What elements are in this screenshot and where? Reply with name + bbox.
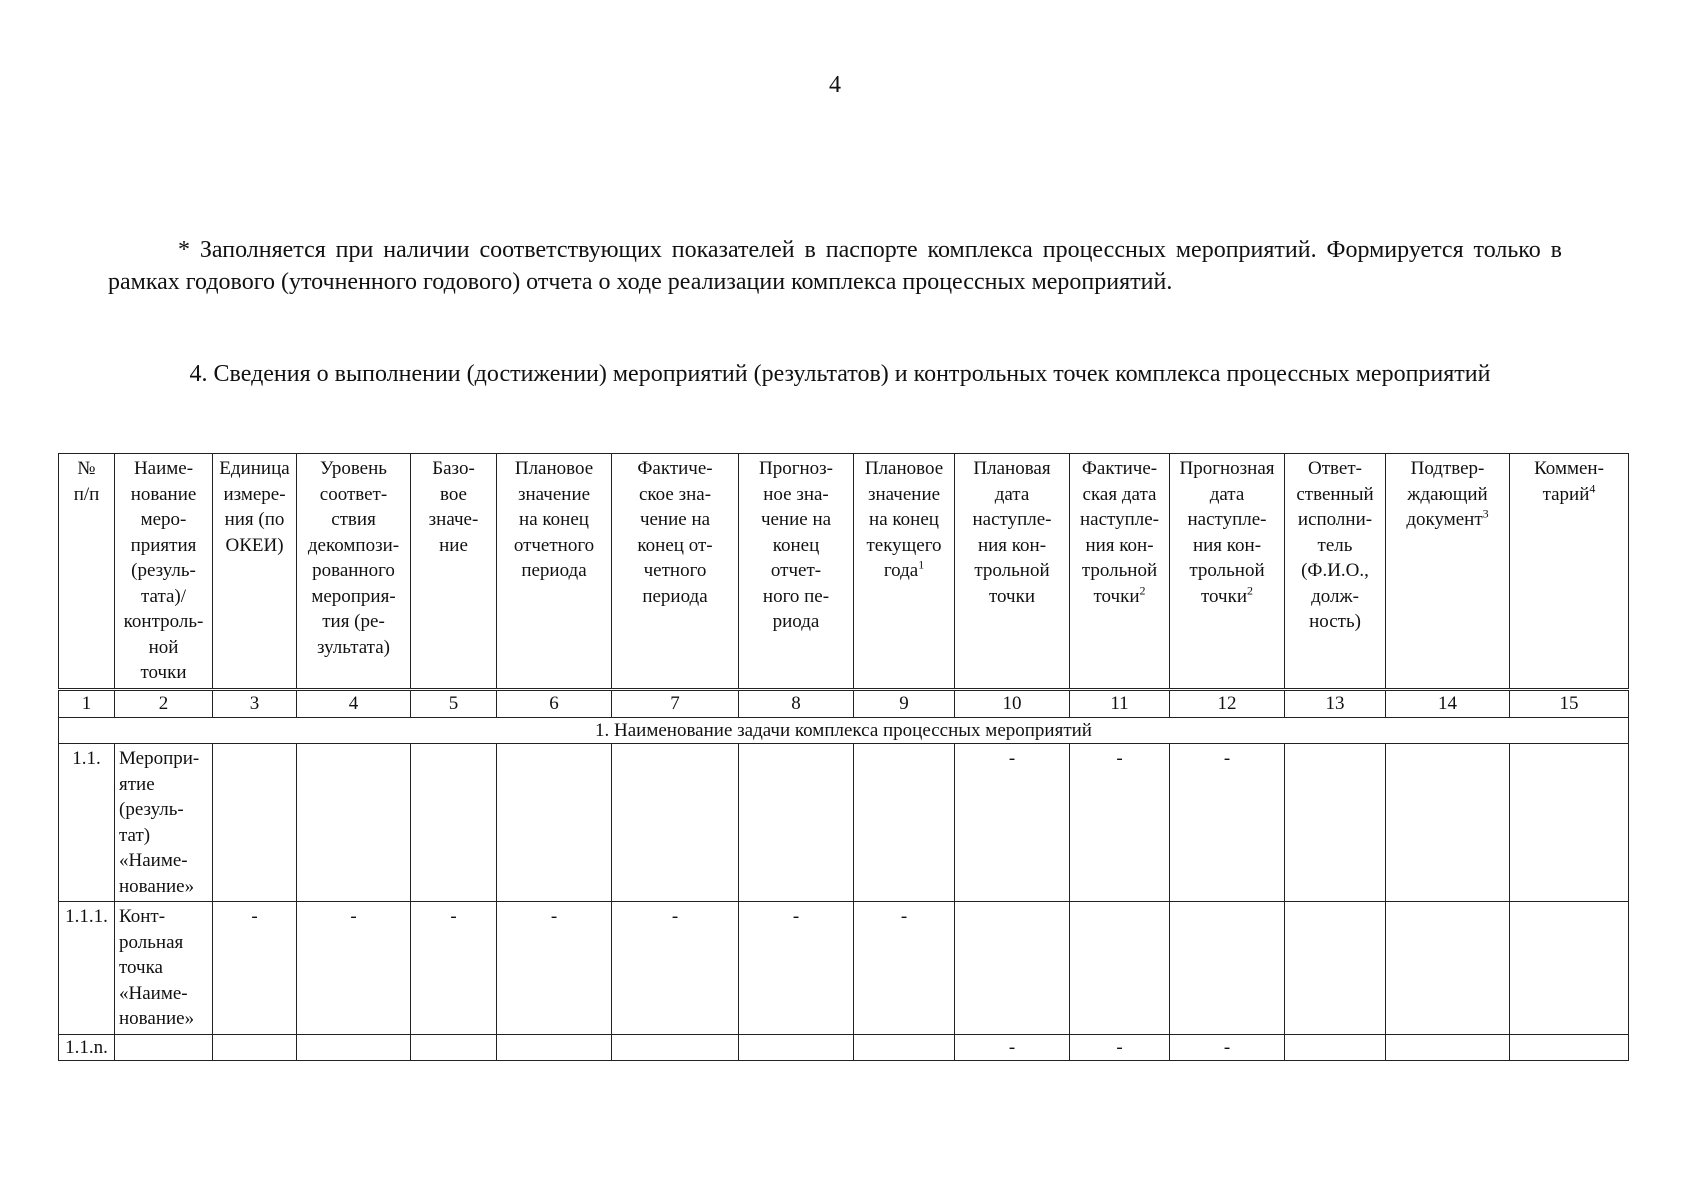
table-cell — [1510, 744, 1629, 902]
table-cell: 1.1. — [59, 744, 115, 902]
page-number: 4 — [829, 72, 841, 98]
table-cell — [1285, 1034, 1386, 1061]
table-cell — [497, 1034, 612, 1061]
column-number: 6 — [497, 690, 612, 718]
column-header: Плановое значение на конец отчетного периода — [497, 454, 612, 690]
table-cell: 1.1.n. — [59, 1034, 115, 1061]
table-cell: - — [854, 902, 955, 1035]
table-cell — [115, 1034, 213, 1061]
table-cell — [213, 744, 297, 902]
footnote-marker: 3 — [1482, 506, 1489, 521]
table-cell: - — [297, 902, 411, 1035]
table-cell — [1285, 744, 1386, 902]
table-cell: Меропри- ятие (резуль- тат) «Наиме- нование» — [115, 744, 213, 902]
table-cell: - — [213, 902, 297, 1035]
table-cell — [411, 744, 497, 902]
column-header: Ответ- ственный исполни- тель (Ф.И.О., долж- ность) — [1285, 454, 1386, 690]
footnote-marker: 4 — [1589, 481, 1596, 496]
column-header: Наиме- нование меро- приятия (резуль- тата)/ контроль- ной точки — [115, 454, 213, 690]
table-cell — [1386, 902, 1510, 1035]
column-header: Базо- вое значе- ние — [411, 454, 497, 690]
column-header: № п/п — [59, 454, 115, 690]
column-number: 8 — [739, 690, 854, 718]
header-row — [59, 454, 1629, 690]
column-number: 11 — [1070, 690, 1170, 718]
column-number: 4 — [297, 690, 411, 718]
table-cell: - — [1170, 1034, 1285, 1061]
column-number: 12 — [1170, 690, 1285, 718]
report-table — [58, 453, 1629, 1061]
column-header: Прогнозная дата наступле- ния кон- трольной точки$^2$ — [1170, 454, 1285, 690]
column-number-row — [59, 690, 1629, 718]
table-cell — [213, 1034, 297, 1061]
table-cell — [955, 902, 1070, 1035]
column-number: 2 — [115, 690, 213, 718]
table-cell — [297, 744, 411, 902]
column-header: Плановое значение на конец текущего года$^1$ — [854, 454, 955, 690]
table-cell — [1510, 902, 1629, 1035]
table-cell: - — [1070, 1034, 1170, 1061]
footnote-marker: 2 — [1247, 583, 1253, 598]
column-header: Прогноз- ное зна- чение на конец отчет- ного пе- риода — [739, 454, 854, 690]
footnote: * Заполняется при наличии соответствующих показателей в паспорте комплекса процессных мероприятий. Формируется только в рамках годового (уточненного годового) отчета о ходе реализации комплекса процессных мероприятий. — [108, 237, 1562, 295]
table-cell — [297, 1034, 411, 1061]
column-number: 5 — [411, 690, 497, 718]
column-number: 9 — [854, 690, 955, 718]
table-cell — [1170, 902, 1285, 1035]
table-row — [59, 902, 1629, 1035]
table-cell: - — [955, 744, 1070, 902]
table-cell — [854, 744, 955, 902]
footnote-marker: 1 — [918, 557, 925, 572]
table-cell — [411, 1034, 497, 1061]
table-cell — [854, 1034, 955, 1061]
footnote-marker: 2 — [1139, 583, 1146, 598]
table-cell: - — [411, 902, 497, 1035]
column-header: Фактиче- ская дата наступле- ния кон- трольной точки$^2$ — [1070, 454, 1170, 690]
table-cell: Конт- рольная точка «Наиме- нование» — [115, 902, 213, 1035]
column-number: 10 — [955, 690, 1070, 718]
table-row — [59, 744, 1629, 902]
column-number: 1 — [59, 690, 115, 718]
table-cell: - — [955, 1034, 1070, 1061]
table-cell — [739, 1034, 854, 1061]
column-header: Фактиче- ское зна- чение на конец от- четного периода — [612, 454, 739, 690]
table-cell — [739, 744, 854, 902]
column-header: Плановая дата наступле- ния кон- трольной точки — [955, 454, 1070, 690]
table-cell — [612, 744, 739, 902]
table-cell: - — [612, 902, 739, 1035]
table-cell — [1386, 744, 1510, 902]
table-cell — [612, 1034, 739, 1061]
section-row — [59, 717, 1629, 744]
table-cell: - — [497, 902, 612, 1035]
table-cell — [1510, 1034, 1629, 1061]
column-header: Единица измере- ния (по ОКЕИ) — [213, 454, 297, 690]
table-row — [59, 1034, 1629, 1061]
section-title: 4. Сведения о выполнении (достижении) мероприятий (результатов) и контрольных точек комплекса процессных мероприятий — [189, 361, 1491, 387]
column-number: 13 — [1285, 690, 1386, 718]
section-label: 1. Наименование задачи комплекса процессных мероприятий — [59, 717, 1629, 744]
column-number: 3 — [213, 690, 297, 718]
table-cell: - — [739, 902, 854, 1035]
table-cell: - — [1170, 744, 1285, 902]
table-cell: - — [1070, 744, 1170, 902]
table-cell — [1285, 902, 1386, 1035]
table-cell — [497, 744, 612, 902]
column-header: Уровень соответ- ствия декомпози- рованного мероприя- тия (ре- зультата) — [297, 454, 411, 690]
column-header: Подтвер- ждающий документ$^3$ — [1386, 454, 1510, 690]
column-number: 15 — [1510, 690, 1629, 718]
table-cell — [1070, 902, 1170, 1035]
table-cell — [1386, 1034, 1510, 1061]
column-number: 7 — [612, 690, 739, 718]
table-cell: 1.1.1. — [59, 902, 115, 1035]
column-header: Коммен- тарий$^4$ — [1510, 454, 1629, 690]
column-number: 14 — [1386, 690, 1510, 718]
